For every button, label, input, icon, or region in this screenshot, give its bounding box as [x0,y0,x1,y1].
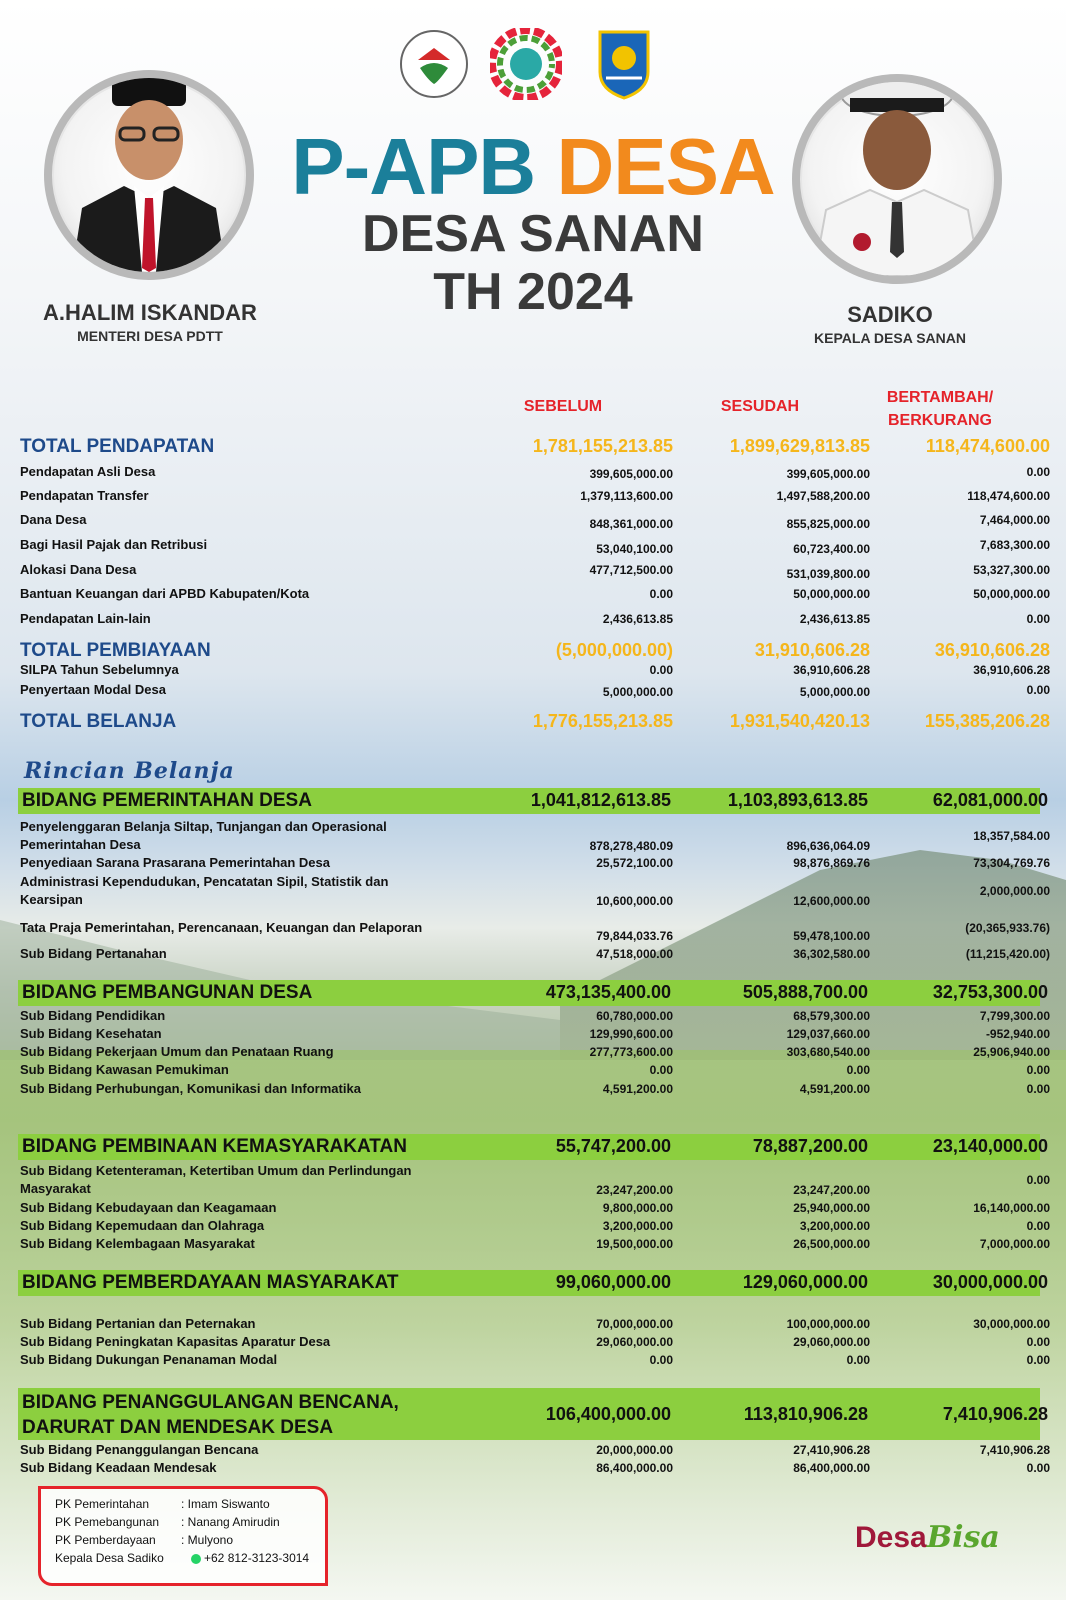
row-selisih: 0.00 [1026,1063,1050,1077]
bidang-label: BIDANG PEMBANGUNAN DESA [22,982,313,1003]
row-selisih: 16,140,000.00 [973,1201,1050,1215]
row-sebelum: 399,605,000.00 [589,467,673,481]
row-selisih: 0.00 [1026,1082,1050,1096]
row-label: Tata Praja Pemerintahan, Perencanaan, Keuangan dan Pelaporan [20,920,423,935]
row-selisih: 0.00 [1026,465,1050,479]
row-sebelum: 10,600,000.00 [596,894,673,908]
row-sebelum: 70,000,000.00 [596,1317,673,1331]
bidang-sesudah: 78,887,200.00 [752,1136,868,1156]
row-sesudah: 2,436,613.85 [799,612,870,626]
table-row [20,818,1050,854]
desabisa-logo [855,1520,1000,1555]
row-label: Dana Desa [20,512,87,527]
bidang-label [22,1390,399,1440]
row-sebelum: 0.00 [649,1063,673,1077]
row-label: Sub Bidang Pekerjaan Umum dan Penataan Ruang [20,1044,334,1059]
row-sebelum: 5,000,000.00 [602,685,673,699]
row-label: Sub Bidang Ketenteraman, Ketertiban Umum dan Perlindungan Masyarakat [20,1163,412,1196]
row-label: Sub Bidang Peningkatan Kapasitas Aparatur Desa [20,1334,331,1349]
bidang-sebelum: 55,747,200.00 [555,1136,671,1156]
bidang-label-line2: DARURAT DAN MENDESAK DESA [22,1417,334,1438]
total-pendapatan-sesudah: 1,899,629,813.85 [729,436,870,456]
row-selisih: 25,906,940.00 [973,1045,1050,1059]
bidang-label: BIDANG PEMBERDAYAAN MASYARAKAT [22,1272,399,1293]
total-pendapatan [20,436,1050,462]
total-belanja-selisih: 155,385,206.28 [924,711,1050,731]
table-row [20,662,1050,684]
column-header-sesudah: SESUDAH [720,398,800,415]
row-sesudah: 855,825,000.00 [786,517,870,531]
row-sebelum: 79,844,033.76 [596,929,673,943]
row-label: Penyertaan Modal Desa [20,682,166,697]
contact-box [38,1486,328,1586]
row-selisih: 7,410,906.28 [979,1443,1050,1457]
bidang-label-line1: BIDANG PENANGGULANGAN BENCANA, [22,1392,399,1413]
minister-role: MENTERI DESA PDTT [77,328,223,344]
row-label: Bantuan Keuangan dari APBD Kabupaten/Kota [20,586,310,601]
total-belanja-sesudah: 1,931,540,420.13 [729,711,870,731]
row-sebelum: 4,591,200.00 [602,1082,673,1096]
row-selisih: (20,365,933.76) [965,921,1050,935]
row-selisih: 30,000,000.00 [973,1317,1050,1331]
bidang-selisih: 32,753,300.00 [932,982,1048,1002]
bidang-label: BIDANG PEMBINAAN KEMASYARAKATAN [22,1136,407,1157]
village-name: DESA SANAN [362,205,704,263]
table-row [20,1460,1050,1482]
kabupaten-logo [596,28,652,100]
bidang-sebelum: 473,135,400.00 [545,982,671,1002]
table-row [20,1236,1050,1258]
table-row [20,464,1050,486]
bidang-sebelum: 1,041,812,613.85 [530,790,671,810]
contact-row [51,1549,315,1567]
total-pendapatan-selisih: 118,474,600.00 [925,436,1050,456]
total-pembiayaan-sesudah: 31,910,606.28 [754,640,870,660]
table-row [20,682,1050,704]
row-sesudah: 1,497,588,200.00 [776,489,870,503]
row-selisih: 18,357,584.00 [973,829,1050,843]
contact-phone[interactable] [191,1549,309,1567]
row-label: Bagi Hasil Pajak dan Retribusi [20,537,208,552]
table-row [20,488,1050,510]
total-pembiayaan-sebelum: (5,000,000.00) [555,640,673,660]
row-sebelum: 3,200,000.00 [602,1219,673,1233]
row-selisih: 118,474,600.00 [967,489,1050,503]
column-header-selisih-line1: BERTAMBAH/ [886,389,994,406]
table-row [20,920,1050,948]
row-label: Sub Bidang Pendidikan [20,1008,166,1023]
row-selisih: (11,215,420.00) [965,947,1050,961]
contact-key: Kepala Desa Sadiko [55,1551,164,1565]
bidang-selisih: 62,081,000.00 [932,790,1048,810]
column-header-selisih-line2: BERKURANG [888,412,992,429]
row-label: Penyediaan Sarana Prasarana Pemerintahan Desa [20,855,330,870]
row-label: Pendapatan Asli Desa [20,464,156,479]
row-sesudah: 27,410,906.28 [793,1443,870,1457]
bidang-sebelum: 106,400,000.00 [545,1404,671,1424]
contact-value: : Nanang Amirudin [181,1515,280,1529]
table-row [20,562,1050,584]
row-sesudah: 896,636,064.09 [786,839,870,853]
row-label: Sub Bidang Kesehatan [20,1026,162,1041]
row-sesudah: 29,060,000.00 [793,1335,870,1349]
contact-key: PK Pemebangunan [55,1515,160,1529]
table-row [20,1162,1050,1198]
row-label: Sub Bidang Perhubungan, Komunikasi dan Informatika [20,1081,361,1096]
row-label: Sub Bidang Kepemudaan dan Olahraga [20,1218,265,1233]
bidang-bar [18,788,1048,814]
whatsapp-icon [191,1554,201,1564]
row-label: Sub Bidang Keadaan Mendesak [20,1460,217,1475]
village-head-name: SADIKO [847,302,933,327]
bidang-sesudah: 129,060,000.00 [742,1272,868,1292]
row-sesudah: 60,723,400.00 [793,542,870,556]
row-label: Sub Bidang Kebudayaan dan Keagamaan [20,1200,277,1215]
total-pendapatan-sebelum: 1,781,155,213.85 [532,436,673,456]
row-selisih: 7,683,300.00 [979,538,1050,552]
village-head-role: KEPALA DESA SANAN [814,330,966,346]
row-sebelum: 0.00 [649,663,673,677]
total-pembiayaan-selisih: 36,910,606.28 [934,640,1050,660]
bidang-selisih: 23,140,000.00 [932,1136,1048,1156]
contact-phone-number: +62 812-3123-3014 [204,1551,310,1565]
row-sesudah: 12,600,000.00 [793,894,870,908]
bidang-bar [18,1270,1048,1296]
row-sesudah: 98,876,869.76 [793,856,870,870]
row-selisih: 0.00 [1026,1173,1050,1187]
row-sebelum: 848,361,000.00 [589,517,673,531]
total-pembiayaan-label: TOTAL PEMBIAYAAN [20,640,211,661]
row-sesudah: 100,000,000.00 [786,1317,870,1331]
bidang-bar [18,1388,1048,1440]
row-sesudah: 26,500,000.00 [793,1237,870,1251]
bidang-bar [18,980,1048,1006]
row-sesudah: 531,039,800.00 [786,567,870,581]
row-sesudah: 68,579,300.00 [793,1009,870,1023]
total-belanja-label: TOTAL BELANJA [20,711,177,732]
row-sebelum: 19,500,000.00 [596,1237,673,1251]
row-sesudah: 23,247,200.00 [793,1183,870,1197]
row-label: Pendapatan Lain-lain [20,611,151,626]
row-label: Sub Bidang Dukungan Penanaman Modal [20,1352,278,1367]
regency-shield-icon [596,28,652,100]
fiscal-year: TH 2024 [433,263,633,321]
bidang-label: BIDANG PEMERINTAHAN DESA [22,790,312,811]
table-row [20,611,1050,633]
table-row [20,1081,1050,1103]
table-row [20,537,1050,559]
contact-value: : Imam Siswanto [181,1497,270,1511]
row-label: Sub Bidang Kawasan Pemukiman [20,1062,229,1077]
row-selisih: 73,304,769.76 [973,856,1050,870]
row-sebelum: 23,247,200.00 [596,1183,673,1197]
minister-name: A.HALIM ISKANDAR [43,300,257,325]
row-sebelum: 47,518,000.00 [596,947,673,961]
row-selisih: 0.00 [1026,683,1050,697]
total-belanja-sebelum: 1,776,155,213.85 [532,711,673,731]
bidang-sebelum: 99,060,000.00 [555,1272,671,1292]
row-selisih: 2,000,000.00 [979,884,1050,898]
row-sebelum: 86,400,000.00 [596,1461,673,1475]
row-sesudah: 5,000,000.00 [799,685,870,699]
brand-bisa: Bisa [926,1520,1000,1555]
row-sebelum: 477,712,500.00 [589,563,673,577]
row-label: Penyelenggaran Belanja Siltap, Tunjangan dan Operasional Pemerintahan Desa [20,819,387,852]
row-sesudah: 129,037,660.00 [786,1027,870,1041]
kemendesa-logo [398,28,470,100]
row-sebelum: 9,800,000.00 [602,1201,673,1215]
contact-value: : Mulyono [181,1533,234,1547]
row-label: Alokasi Dana Desa [20,562,137,577]
contact-row [51,1513,315,1531]
row-selisih: 0.00 [1026,1335,1050,1349]
brand-desa: Desa [855,1521,927,1554]
sdgs-wheel-icon [490,28,562,100]
row-selisih: 0.00 [1026,1219,1050,1233]
row-sesudah: 36,302,580.00 [793,947,870,961]
row-sesudah: 25,940,000.00 [793,1201,870,1215]
row-label: Sub Bidang Kelembagaan Masyarakat [20,1236,255,1251]
row-sesudah: 36,910,606.28 [793,663,870,677]
row-selisih: 36,910,606.28 [973,663,1050,677]
row-selisih: 50,000,000.00 [973,587,1050,601]
row-sebelum: 60,780,000.00 [596,1009,673,1023]
kemendesa-logo-icon [398,28,470,100]
row-sebelum: 1,379,113,600.00 [580,489,673,503]
row-selisih: 0.00 [1026,1461,1050,1475]
total-belanja [20,711,1050,737]
row-sebelum: 25,572,100.00 [596,856,673,870]
title-papb: P-APB [291,122,536,211]
row-label: Pendapatan Transfer [20,488,149,503]
row-selisih: 0.00 [1026,612,1050,626]
row-sesudah: 0.00 [846,1063,870,1077]
table-row [20,512,1050,534]
table-row [20,1352,1050,1374]
bidang-bar [18,1134,1048,1160]
row-sebelum: 129,990,600.00 [589,1027,673,1041]
row-label: Sub Bidang Pertanian dan Peternakan [20,1316,256,1331]
contact-row [51,1495,315,1513]
row-sebelum: 53,040,100.00 [596,542,673,556]
row-sebelum: 20,000,000.00 [596,1443,673,1457]
bidang-sesudah: 113,810,906.28 [743,1404,868,1424]
rincian-belanja-heading: Rincian Belanja [24,758,235,784]
table-row [20,946,1050,968]
contact-row [51,1531,315,1549]
row-sebelum: 277,773,600.00 [589,1045,673,1059]
row-selisih: -952,940.00 [985,1027,1050,1041]
contact-key: PK Pemerintahan [55,1497,150,1511]
row-sesudah: 303,680,540.00 [786,1045,870,1059]
sdgs-desa-logo [490,28,562,100]
row-sesudah: 59,478,100.00 [793,929,870,943]
bidang-sesudah: 1,103,893,613.85 [727,790,868,810]
bidang-sesudah: 505,888,700.00 [742,982,868,1002]
row-sesudah: 3,200,000.00 [799,1219,870,1233]
row-sesudah: 4,591,200.00 [799,1082,870,1096]
bidang-selisih: 30,000,000.00 [932,1272,1048,1292]
row-label: SILPA Tahun Sebelumnya [20,662,179,677]
row-sesudah: 50,000,000.00 [793,587,870,601]
page-title [0,122,1066,212]
row-selisih: 7,464,000.00 [979,513,1050,527]
table-row [20,586,1050,608]
row-label: Administrasi Kependudukan, Pencatatan Sipil, Statistik dan Kearsipan [20,874,389,907]
total-pendapatan-label: TOTAL PENDAPATAN [20,436,215,457]
row-sesudah: 86,400,000.00 [793,1461,870,1475]
title-desa: DESA [556,122,775,211]
row-selisih: 7,799,300.00 [979,1009,1050,1023]
row-selisih: 7,000,000.00 [979,1237,1050,1251]
row-selisih: 53,327,300.00 [973,563,1050,577]
table-row [20,873,1050,913]
bidang-selisih: 7,410,906.28 [942,1404,1048,1424]
row-sebelum: 2,436,613.85 [602,612,673,626]
row-label: Sub Bidang Pertanahan [20,946,167,961]
column-header-selisih [840,386,1040,432]
contact-key: PK Pemberdayaan [55,1533,156,1547]
row-sesudah: 399,605,000.00 [786,467,870,481]
row-sebelum: 29,060,000.00 [596,1335,673,1349]
row-label: Sub Bidang Penanggulangan Bencana [20,1442,259,1457]
row-sebelum: 878,278,480.09 [589,839,673,853]
row-selisih: 0.00 [1026,1353,1050,1367]
column-header-sebelum: SEBELUM [523,398,603,415]
row-sesudah: 0.00 [846,1353,870,1367]
row-sebelum: 0.00 [649,1353,673,1367]
row-sebelum: 0.00 [649,587,673,601]
